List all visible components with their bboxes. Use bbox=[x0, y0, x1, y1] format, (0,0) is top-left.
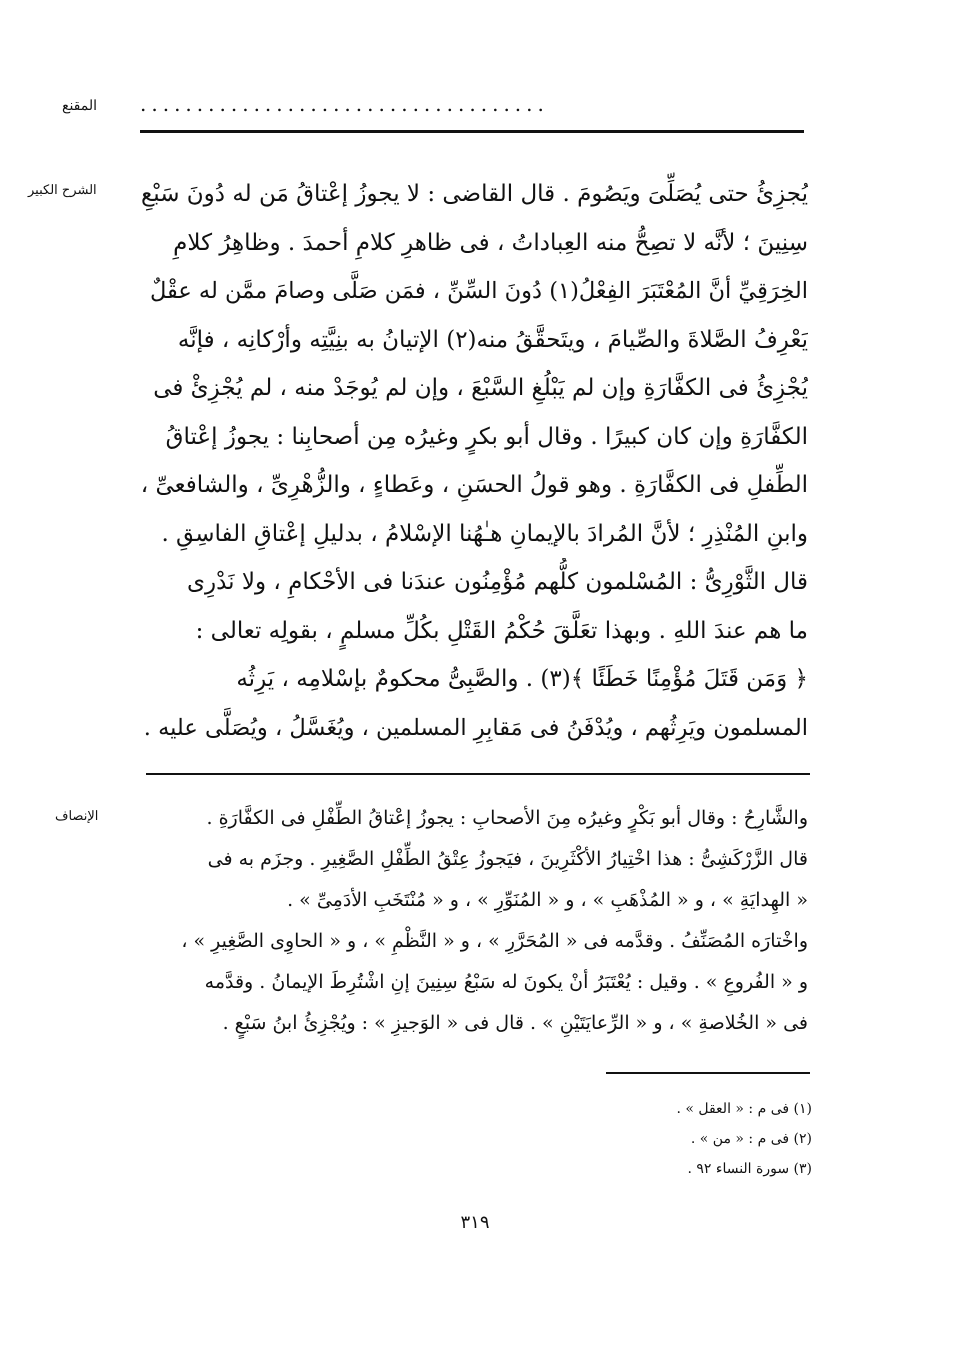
text-line: الخِرَقِيِّ أنَّ المُعْتَبَرَ الفِعْلُ(١) دُونَ السِّنِّ ، فمَن صَلَّى وصامَ ممَّن له عقْلٌ bbox=[149, 278, 808, 304]
text-line: والشَّارِحُ : وقال أبو بَكْرٍ وغيرُه مِنَ الأصحابِ : يجوزُ إعْتاقُ الطِّفْلِ فى الكفَّارَةِ . bbox=[206, 807, 808, 829]
header-rule bbox=[140, 130, 804, 133]
text-line: وابنِ المُنْذِرِ ؛ لأنَّ المُرادَ بالإيمانِ هـٰهُنا الإسْلامُ ، بدليلِ إعْتاقِ الفاسِقِ . bbox=[161, 520, 808, 547]
text-line: واخْتارَه المُصَنِّفُ . وقدَّمه فى « المُحَرَّرِ » ، و « النَّظْمِ » ، و « الحاوِى الصَّغِيرِ » ، bbox=[181, 930, 808, 952]
page-number: ٣١٩ bbox=[460, 1212, 490, 1233]
side-label-sharh: الشرح الكبير bbox=[28, 183, 97, 198]
footnote: (١) فى م : « العقل » . bbox=[676, 1101, 812, 1117]
footnotes bbox=[500, 1094, 812, 1184]
text-line: الطِّفلِ فى الكفَّارَةِ . وهو قولُ الحسَنِ ، وعَطاءٍ ، والزُّهْرِىِّ ، والشافعىِّ ، bbox=[140, 472, 808, 498]
text-line: « الهِدايَةِ » ، و « المُذْهَبِ » ، و « المُنَوِّرِ » ، و « مُنْتَخَبِ الأدَمِىِّ » . bbox=[287, 889, 808, 911]
text-line: المسلمون ويَرِثُهم ، ويُدْفَنُ فى مَقابِرِ المسلمين ، ويُغَسَّلُ ، ويُصَلَّى عليه . bbox=[143, 714, 808, 741]
header-dotted-rule: .................................... bbox=[140, 92, 549, 116]
text-line: يُجْزِئُ فى الكفَّارَةِ وإن لم يَبْلُغِ السَّبْعَ ، وإن لم يُوجَدْ منه ، لم يُجْزِئْ فى bbox=[153, 375, 808, 401]
text-line: قال الثَّوْرِىُّ : المُسْلمون كلُّهم مُؤْمِنُون عندَنا فى الأحْكامِ ، ولا نَدْرِى bbox=[186, 569, 808, 595]
section-divider bbox=[146, 773, 810, 775]
side-label-insaf: الإنصاف bbox=[55, 809, 99, 824]
text-line: الكفَّارَةِ وإن كان كبيرًا . وقال أبو بكرٍ وغيرُه مِن أصحابِنا : يجوزُ إعْتاقُ bbox=[165, 423, 808, 450]
footnote: (٢) فى م : « من » . bbox=[690, 1131, 812, 1147]
footnote-rule bbox=[606, 1072, 810, 1074]
text-line: و « الفُروعِ » . وقيل : يُعْتَبَرُ أنْ يكونَ له سَبْعُ سِنِينَ إنِ اشْتُرِطَ الإيمانُ . وقدَّمه bbox=[204, 971, 808, 993]
text-line: يَعْرِفُ الصَّلاةَ والصِّيامَ ، ويتَحقَّقُ منه(٢) الإتيانُ به بنِيَّتِه وأرْكانِه ، فإنَّه bbox=[177, 326, 808, 353]
text-line: قال الزَّرْكَشِىُّ : هذا اخْتِيارُ الأكْثَرِينَ ، فيَجوزُ عِتْقُ الطِّفْلِ الصَّغِيرِ . وجزَم به فى bbox=[207, 848, 808, 870]
text-line: سِنِينَ ؛ لأنَّه لا تصِحُّ منه العِباداتُ ، فى ظاهرِ كلامِ أحمدَ . وظاهِرُ كلامِ bbox=[173, 229, 808, 256]
footnote: (٣) سورة النساء ٩٢ . bbox=[687, 1161, 812, 1177]
text-line: يُجزِئُ حتى يُصَلِّىَ ويَصُومَ . قال القاضى : لا يجوزُ إعْتاقُ مَن له دُونَ سَبْعِ bbox=[141, 181, 808, 207]
running-title: المقنع bbox=[62, 98, 98, 114]
insaf-text bbox=[140, 798, 808, 1044]
text-line: ﴿ وَمَن قَتَلَ مُؤْمِنًا خَطَئًا ﴾(٣) . والصَّبِىُّ محكومٌ بإسْلامِه ، يَرِثُه bbox=[236, 666, 808, 692]
text-line: فى « الخُلاصةِ » ، و « الرِّعايَتَيْنِ » . قال فى « الوَجيزِ » : ويُجْزِئُ ابنُ سَبْعٍ . bbox=[222, 1012, 808, 1034]
main-commentary-text bbox=[140, 170, 808, 752]
text-line: ما هم عندَ اللهِ . وبهذا تعَلَّقَ حُكْمُ القَتْلِ بكُلِّ مسلمٍ ، بقولِه تعالى : bbox=[195, 617, 808, 644]
